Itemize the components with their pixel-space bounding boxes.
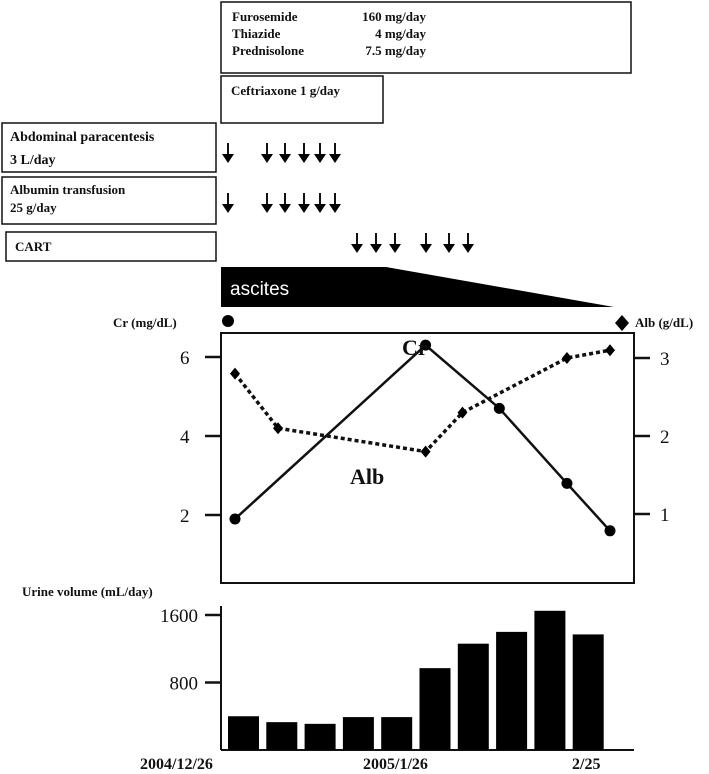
urine-bar-9 bbox=[573, 634, 604, 750]
line-chart-series bbox=[230, 340, 616, 537]
cr-point-4 bbox=[605, 525, 616, 536]
alb-tick-label-0: 1 bbox=[660, 505, 670, 526]
alb-line bbox=[235, 350, 610, 451]
urine-volume-label: Urine volume (mL/day) bbox=[22, 584, 153, 599]
paracentesis-title: Abdominal paracentesis bbox=[10, 130, 155, 145]
cr-tick-label-1: 4 bbox=[180, 427, 190, 448]
med-drug-1: Thiazide bbox=[232, 26, 281, 41]
arrow-head-2-0 bbox=[351, 244, 363, 253]
cr-point-3 bbox=[561, 478, 572, 489]
med-dose-0: 160 mg/day bbox=[362, 9, 426, 24]
urine-bar-8 bbox=[534, 611, 565, 750]
med-drug-0: Furosemide bbox=[232, 9, 298, 24]
arrow-head-1-5 bbox=[329, 204, 341, 213]
cr-tick-label-0: 2 bbox=[180, 506, 190, 527]
arrow-head-2-5 bbox=[462, 244, 474, 253]
med-dose-2: 7.5 mg/day bbox=[365, 43, 426, 58]
alb-tick-label-2: 3 bbox=[660, 349, 670, 370]
med-drug-2: Prednisolone bbox=[232, 43, 304, 58]
arrow-head-2-2 bbox=[389, 244, 401, 253]
bar-chart-bars bbox=[228, 611, 604, 750]
x-tick-label-1: 2005/1/26 bbox=[363, 756, 428, 773]
arrow-head-0-5 bbox=[329, 154, 341, 163]
line-chart-frame bbox=[221, 333, 634, 583]
x-tick-label-2: 2/25 bbox=[572, 756, 601, 773]
alb-point-5 bbox=[605, 344, 615, 356]
urine-bar-1 bbox=[266, 722, 297, 750]
urine-bar-5 bbox=[420, 668, 451, 750]
cr-point-0 bbox=[230, 513, 241, 524]
arrow-head-1-3 bbox=[298, 204, 310, 213]
arrow-head-0-4 bbox=[314, 154, 326, 163]
arrow-head-1-0 bbox=[222, 204, 234, 213]
arrow-head-2-4 bbox=[443, 244, 455, 253]
urine-bar-2 bbox=[305, 724, 336, 750]
ascites-label: ascites bbox=[230, 279, 290, 300]
line-chart-axes bbox=[180, 348, 670, 527]
cr-tick-label-2: 6 bbox=[180, 348, 190, 369]
alb-point-0 bbox=[230, 368, 240, 380]
arrow-head-1-4 bbox=[314, 204, 326, 213]
urine-bar-6 bbox=[458, 644, 489, 750]
arrow-head-1-2 bbox=[279, 204, 291, 213]
cart-label: CART bbox=[15, 239, 52, 254]
albumin-dose: 25 g/day bbox=[10, 200, 57, 215]
cr-line bbox=[235, 345, 610, 531]
urine-tick-label-1: 1600 bbox=[160, 606, 198, 627]
urine-tick-label-0: 800 bbox=[169, 673, 198, 695]
urine-bar-4 bbox=[381, 717, 412, 750]
arrow-head-0-0 bbox=[222, 154, 234, 163]
alb-tick-label-1: 2 bbox=[660, 427, 670, 448]
med-dose-1: 4 mg/day bbox=[375, 26, 426, 41]
paracentesis-dose: 3 L/day bbox=[10, 153, 56, 168]
alb-series-label: Alb bbox=[350, 464, 385, 489]
urine-bar-0 bbox=[228, 716, 259, 750]
arrow-head-1-1 bbox=[261, 204, 273, 213]
alb-point-4 bbox=[562, 352, 572, 364]
cr-axis-label: Cr (mg/dL) bbox=[113, 315, 177, 330]
arrow-head-0-1 bbox=[261, 154, 273, 163]
alb-axis-marker bbox=[615, 315, 629, 331]
antibiotic-label: Ceftriaxone 1 g/day bbox=[231, 83, 341, 98]
cr-axis-marker bbox=[222, 315, 234, 327]
arrow-head-0-2 bbox=[279, 154, 291, 163]
treatment-arrows bbox=[222, 143, 474, 253]
arrow-head-0-3 bbox=[298, 154, 310, 163]
cr-point-2 bbox=[494, 403, 505, 414]
urine-bar-3 bbox=[343, 717, 374, 750]
arrow-head-2-3 bbox=[420, 244, 432, 253]
alb-axis-label: Alb (g/dL) bbox=[635, 315, 694, 330]
arrow-head-2-1 bbox=[370, 244, 382, 253]
bar-chart-axes bbox=[160, 606, 221, 695]
albumin-title: Albumin transfusion bbox=[10, 182, 126, 197]
x-tick-label-0: 2004/12/26 bbox=[140, 756, 213, 773]
cr-series-label: Cr bbox=[402, 335, 428, 360]
urine-bar-7 bbox=[496, 632, 527, 750]
